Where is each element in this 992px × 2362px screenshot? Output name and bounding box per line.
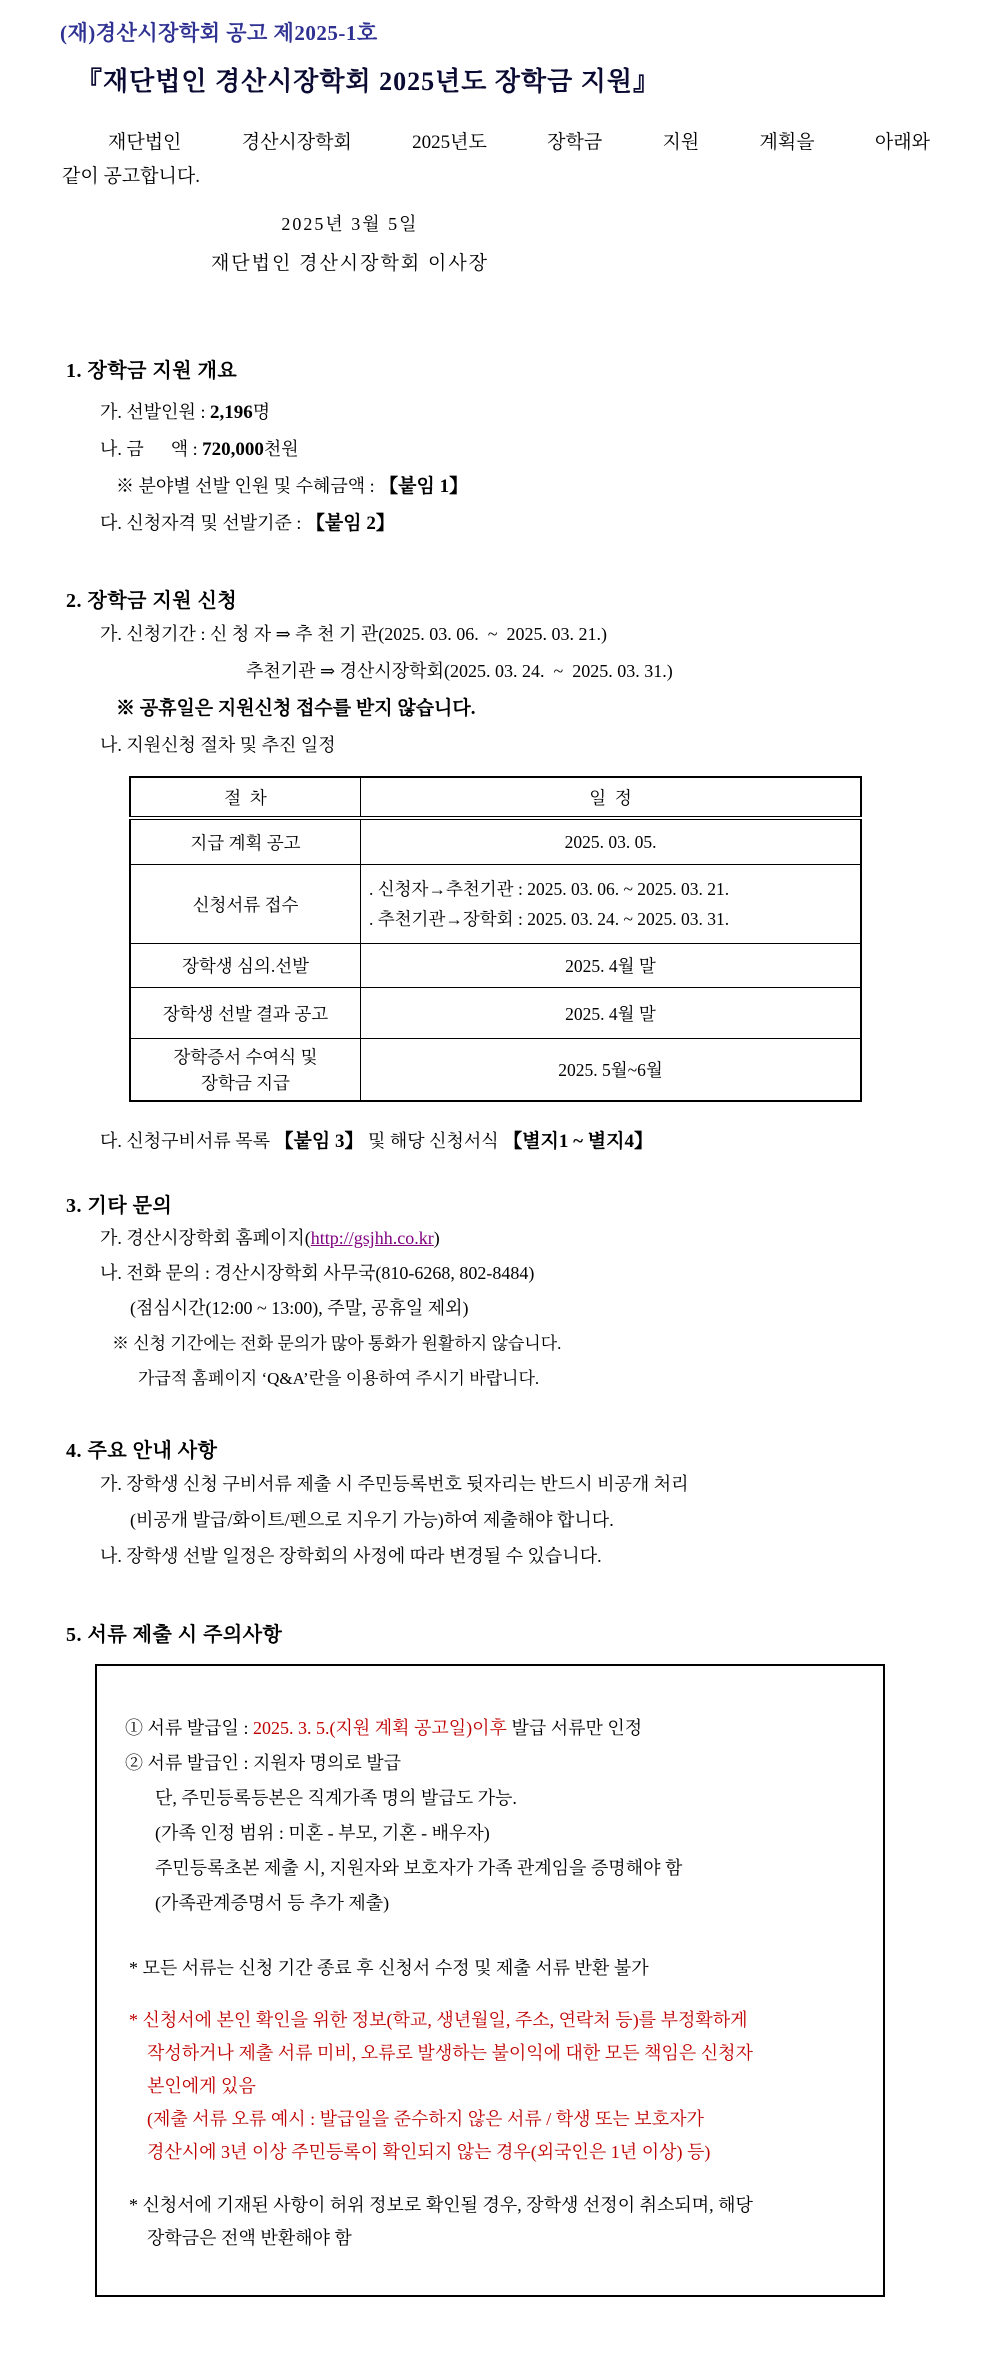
signer-line: 재단법인 경산시장학회 이사장 [210, 253, 490, 274]
eligibility-label: 다. 신청자격 및 선발기준 : [100, 513, 306, 533]
caution-box [95, 1664, 885, 2297]
attachment1-note [116, 468, 992, 505]
false-info-line-1: * 신청서에 기재된 사항이 허위 정보로 확인될 경우, 장학생 선정이 취소되며, 해당 [129, 2195, 753, 2215]
selection-count-unit: 명 [252, 402, 271, 422]
attachment1-ref: 【붙임 1】 [379, 476, 469, 497]
homepage-label: 가. 경산시장학회 홈페이지( [100, 1228, 311, 1248]
eligibility-line [100, 505, 992, 542]
privacy-line-1: 가. 장학생 신청 구비서류 제출 시 주민등록번호 뒷자리는 반드시 비공개 처리 [100, 1474, 689, 1494]
phone-inquiry-line: 나. 전화 문의 : 경산시장학회 사무국(810-6268, 802-8484) [100, 1263, 535, 1283]
table-row [130, 1039, 861, 1102]
amount-line [100, 431, 992, 468]
homepage-suffix: ) [433, 1228, 440, 1248]
procedure-line-1: 장학증서 수여식 및 [173, 1046, 318, 1067]
intro-paragraph [62, 126, 930, 194]
responsibility-line-3: 본인에게 있음 [147, 2076, 256, 2096]
no-return-note: * 모든 서류는 신청 기간 종료 후 신청서 수정 및 제출 서류 반환 불가 [129, 1958, 649, 1978]
procedure-schedule-label: 나. 지원신청 절차 및 추진 일정 [100, 735, 336, 755]
table-row [130, 865, 861, 944]
procedure-cell: 장학생 심의.선발 [130, 944, 361, 988]
section-2-items [0, 616, 992, 764]
notice-number: (재)경산시장학회 공고 제2025-1호 [60, 21, 378, 45]
date-signer-block [0, 208, 700, 280]
schedule-cell [361, 865, 862, 944]
lunch-hours-note: (점심시간(12:00 ~ 13:00), 주말, 공휴일 제외) [130, 1298, 469, 1318]
false-info-note [111, 2189, 869, 2255]
procedure-line-2: 장학금 지급 [201, 1072, 290, 1093]
schedule-table-header-row [130, 777, 861, 818]
issue-date-value: 2025. 3. 5.(지원 계획 공고일)이후 [252, 1718, 507, 1738]
attachment3-ref: 【붙임 3】 [274, 1131, 364, 1152]
schedule-cell: 2025. 03. 05. [361, 818, 862, 865]
procedure-cell: 신청서류 접수 [130, 865, 361, 944]
homepage-link[interactable]: http://gsjhh.co.kr [310, 1228, 434, 1248]
holiday-notice: ※ 공휴일은 지원신청 접수를 받지 않습니다. [116, 698, 476, 719]
attachment2-ref: 【붙임 2】 [305, 513, 395, 534]
section-2-heading: 2. 장학금 지원 신청 [66, 590, 238, 612]
error-example-line-2: 경산시에 3년 이상 주민등록이 확인되지 않는 경우(외국인은 1년 이상) 등) [147, 2142, 711, 2162]
responsibility-note [111, 2004, 869, 2169]
table-row [130, 818, 861, 865]
schedule-change-note: 나. 장학생 선발 일정은 장학회의 사정에 따라 변경될 수 있습니다. [100, 1546, 602, 1566]
required-documents-text-2: 및 해당 신청서식 [363, 1131, 504, 1151]
homepage-line [100, 1221, 992, 1256]
table-row [130, 944, 861, 988]
section-4-items [0, 1466, 992, 1574]
required-documents-line [100, 1124, 992, 1159]
procedure-cell [130, 1039, 361, 1102]
application-period-line-2: 추천기관 ⇒ 경산시장학회(2025. 03. 24. ~ 2025. 03. 31.) [246, 661, 673, 681]
section-3-items [0, 1221, 992, 1396]
selection-count-line [100, 394, 992, 431]
error-example-line-1: (제출 서류 오류 예시 : 발급일을 준수하지 않은 서류 / 학생 또는 보호자가 [147, 2109, 704, 2129]
schedule-line-agency: . 추천기관→장학회 : 2025. 03. 24. ~ 2025. 03. 31. [369, 909, 730, 929]
selection-count-label: 가. 선발인원 : [100, 402, 210, 422]
issue-date-suffix: 발급 서류만 인정 [506, 1718, 643, 1738]
abstract-proof-line: 주민등록초본 제출 시, 지원자와 보호자가 가족 관계임을 증명해야 함 [155, 1858, 683, 1878]
false-info-line-2: 장학금은 전액 반환해야 함 [147, 2228, 352, 2248]
form-refs: 【별지1 ~ 별지4】 [503, 1131, 653, 1152]
section-3-heading: 3. 기타 문의 [66, 1195, 173, 1217]
schedule-cell: 2025. 4월 말 [361, 944, 862, 988]
responsibility-line-1: * 신청서에 본인 확인을 위한 정보(학교, 생년월일, 주소, 연락처 등)를 부정확하게 [129, 2010, 748, 2030]
amount-value: 720,000 [202, 439, 264, 460]
announcement-date: 2025년 3월 5일 [281, 214, 419, 234]
required-documents-text-1: 다. 신청구비서류 목록 [100, 1131, 275, 1151]
schedule-table [129, 776, 862, 1102]
issue-date-label: ① 서류 발급일 : [125, 1718, 253, 1738]
intro-line-1: 재단법인 경산시장학회 2025년도 장학금 지원 계획을 아래와 [108, 132, 930, 153]
page-title: 『재단법인 경산시장학회 2025년도 장학금 지원』 [76, 67, 660, 96]
family-scope-line: (가족 인정 범위 : 미혼 - 부모, 기혼 - 배우자) [155, 1823, 490, 1843]
table-row [130, 988, 861, 1039]
schedule-cell: 2025. 4월 말 [361, 988, 862, 1039]
application-period-line-1: 가. 신청기간 : 신 청 자 ⇒ 추 천 기 관(2025. 03. 06. ~ 2025. 03. 21.) [100, 624, 607, 644]
amount-unit: 천원 [263, 439, 299, 459]
phone-busy-note-1: ※ 신청 기간에는 전화 문의가 많아 통화가 원활하지 않습니다. [112, 1334, 562, 1353]
column-header-schedule: 일 정 [361, 777, 862, 818]
phone-busy-note-2: 가급적 홈페이지 ‘Q&A’란을 이용하여 주시기 바랍니다. [138, 1369, 540, 1388]
privacy-line-2: (비공개 발급/화이트/펜으로 지우기 가능)하여 제출해야 합니다. [130, 1510, 614, 1530]
issuer-exception-line: 단, 주민등록등본은 직계가족 명의 발급도 가능. [155, 1788, 517, 1808]
attachment1-note-text: ※ 분야별 선발 인원 및 수혜금액 : [116, 476, 380, 496]
amount-label: 나. 금 액 : [100, 439, 203, 459]
issuer-line: ② 서류 발급인 : 지원자 명의로 발급 [125, 1753, 402, 1773]
family-certificate-line: (가족관계증명서 등 추가 제출) [155, 1893, 390, 1913]
schedule-cell: 2025. 5월~6월 [361, 1039, 862, 1102]
intro-line-2: 같이 공고합니다. [62, 166, 200, 187]
procedure-cell: 장학생 선발 결과 공고 [130, 988, 361, 1039]
column-header-procedure: 절 차 [130, 777, 361, 818]
selection-count-value: 2,196 [209, 402, 253, 423]
procedure-cell: 지급 계획 공고 [130, 818, 361, 865]
issue-date-line [111, 1711, 869, 1746]
responsibility-line-2: 작성하거나 제출 서류 미비, 오류로 발생하는 불이익에 대한 모든 책임은 신청자 [147, 2043, 753, 2063]
section-5-heading: 5. 서류 제출 시 주의사항 [66, 1624, 283, 1646]
section-1-heading: 1. 장학금 지원 개요 [66, 360, 238, 382]
section-4-heading: 4. 주요 안내 사항 [66, 1440, 218, 1462]
schedule-line-applicant: . 신청자→추천기관 : 2025. 03. 06. ~ 2025. 03. 21. [369, 879, 730, 899]
section-1-items [0, 394, 992, 542]
